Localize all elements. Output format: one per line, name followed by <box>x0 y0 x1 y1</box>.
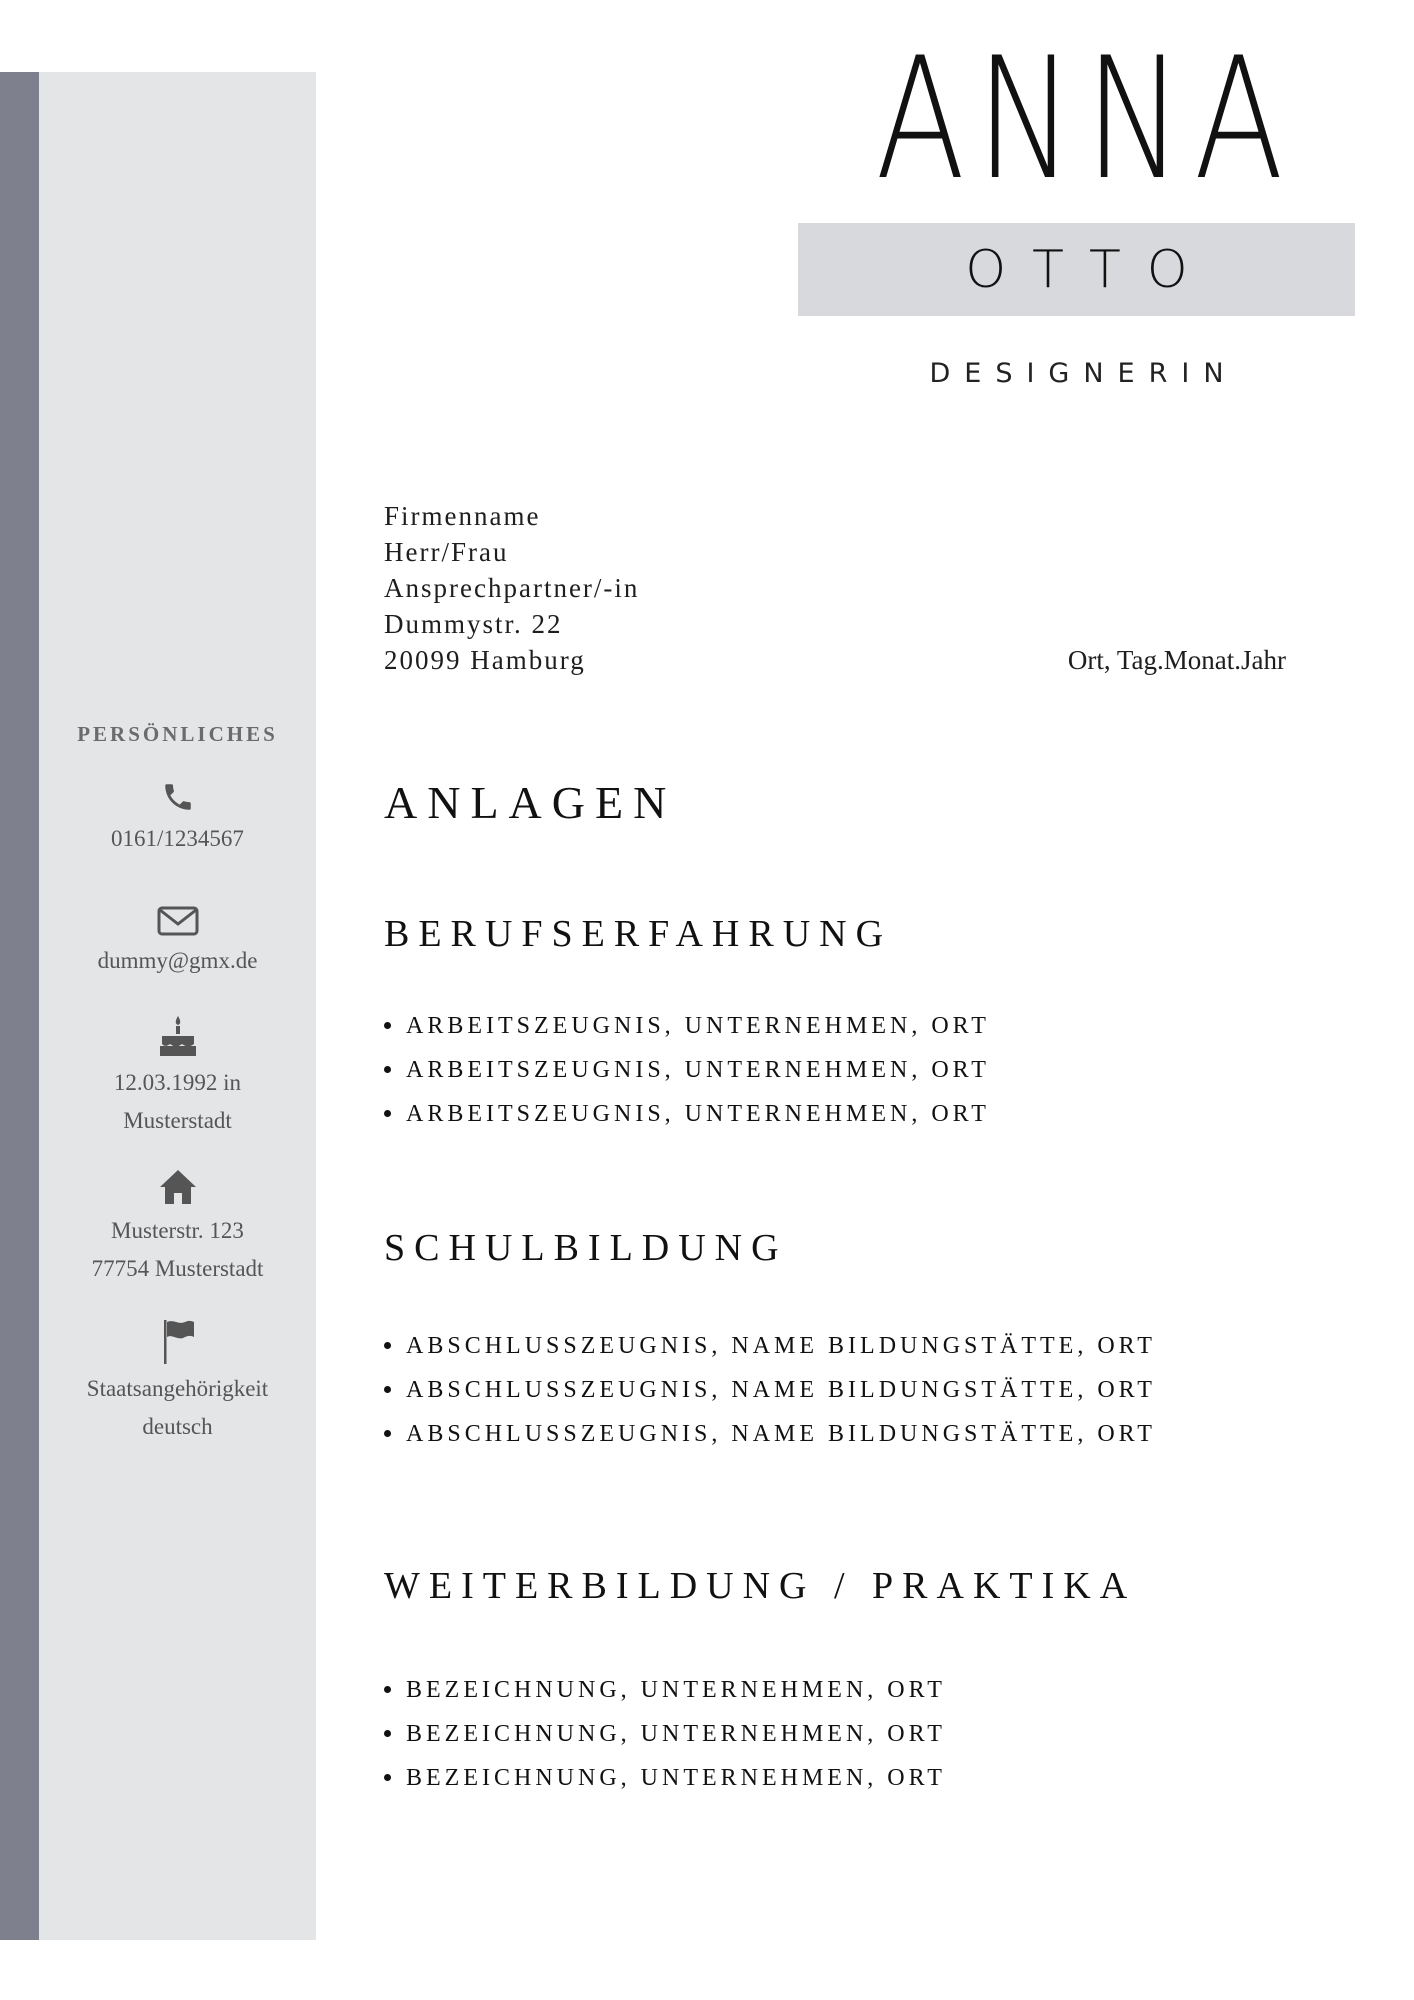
section-title-training: WEITERBILDUNG / PRAKTIKA <box>384 1565 1137 1607</box>
email-block <box>39 906 316 980</box>
recipient-salutation: Herr/Frau <box>384 537 509 567</box>
recipient-contact: Ansprechpartner/-in <box>384 573 640 603</box>
recipient-street: Dummystr. 22 <box>384 609 563 639</box>
recipient-city: 20099 Hamburg <box>384 645 586 675</box>
birth-block <box>39 1014 316 1140</box>
nationality-label: Staatsangehörigkeit <box>86 1376 269 1401</box>
list-item: ARBEITSZEUGNIS, UNTERNEHMEN, ORT <box>384 1092 990 1136</box>
birthday-cake-icon <box>158 1014 198 1058</box>
last-name: OTTO <box>965 240 1214 300</box>
education-list <box>384 1324 1156 1456</box>
phone-block <box>39 780 316 858</box>
list-item: BEZEICHNUNG, UNTERNEHMEN, ORT <box>384 1712 946 1756</box>
address-street: Musterstr. 123 <box>111 1218 244 1243</box>
experience-list <box>384 1004 990 1136</box>
birth-place: Musterstadt <box>123 1108 232 1133</box>
envelope-icon <box>157 906 199 936</box>
list-item: ABSCHLUSSZEUGNIS, NAME BILDUNGSTÄTTE, ORT <box>384 1412 1156 1456</box>
list-item: ARBEITSZEUGNIS, UNTERNEHMEN, ORT <box>384 1004 990 1048</box>
recipient-company: Firmenname <box>384 501 541 531</box>
document-title: ANLAGEN <box>384 777 677 828</box>
section-title-education: SCHULBILDUNG <box>384 1227 788 1269</box>
email-address: dummy@gmx.de <box>97 948 258 973</box>
sidebar-heading: PERSÖNLICHES <box>77 722 278 746</box>
sidebar <box>39 72 316 1940</box>
home-icon <box>158 1168 198 1206</box>
training-list <box>384 1668 946 1800</box>
list-item: ABSCHLUSSZEUGNIS, NAME BILDUNGSTÄTTE, ORT <box>384 1368 1156 1412</box>
nationality-block <box>39 1318 316 1446</box>
address-block <box>39 1168 316 1288</box>
first-name: ANNA <box>875 21 1295 217</box>
flag-icon <box>160 1318 196 1364</box>
list-item: BEZEICHNUNG, UNTERNEHMEN, ORT <box>384 1756 946 1800</box>
address-city: 77754 Musterstadt <box>91 1256 264 1281</box>
date-line: Ort, Tag.Monat.Jahr <box>1067 645 1286 675</box>
phone-number: 0161/1234567 <box>111 826 244 851</box>
job-title: DESIGNERIN <box>929 358 1238 389</box>
recipient-address <box>384 498 639 678</box>
accent-bar <box>0 72 39 1940</box>
list-item: ABSCHLUSSZEUGNIS, NAME BILDUNGSTÄTTE, ORT <box>384 1324 1156 1368</box>
list-item: BEZEICHNUNG, UNTERNEHMEN, ORT <box>384 1668 946 1712</box>
list-item: ARBEITSZEUGNIS, UNTERNEHMEN, ORT <box>384 1048 990 1092</box>
section-title-experience: BERUFSERFAHRUNG <box>384 913 893 955</box>
nationality-value: deutsch <box>142 1414 213 1439</box>
birth-date: 12.03.1992 in <box>113 1070 242 1095</box>
phone-icon <box>161 780 195 814</box>
